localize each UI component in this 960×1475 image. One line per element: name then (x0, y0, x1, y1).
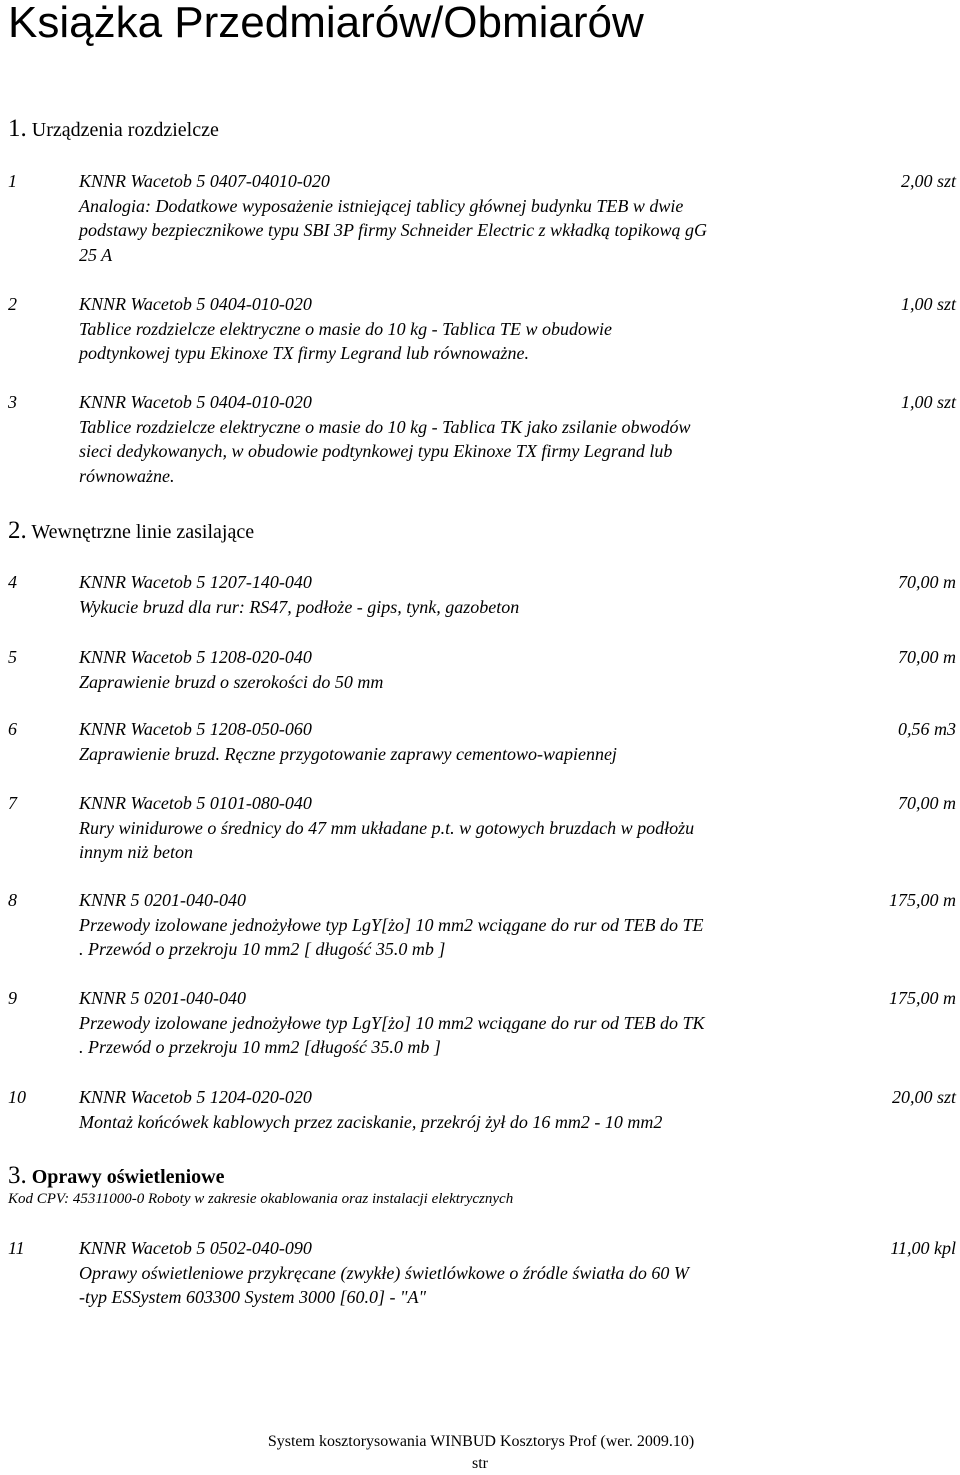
item-number: 1 (8, 171, 17, 191)
item-code: KNNR Wacetob 5 1207-140-040 (79, 572, 312, 592)
item-code: KNNR 5 0201-040-040 (79, 988, 247, 1008)
item-description (79, 317, 612, 366)
description-line: Rury winidurowe o średnicy do 47 mm układane p.t. w gotowych bruzdach w podłożu (79, 817, 695, 838)
section-number: 2. (8, 517, 27, 544)
section-title: Wewnętrzne linie zasilające (31, 521, 255, 543)
description-line: równoważne. (79, 465, 175, 486)
item-description (79, 595, 519, 620)
item-code: KNNR Wacetob 5 0502-040-090 (79, 1238, 312, 1258)
description-line: 25 A (79, 244, 113, 265)
item-quantity: 175,00 m (889, 988, 956, 1008)
description-line: -typ ESSystem 603300 System 3000 [60.0] - "A" (79, 1287, 427, 1307)
item-number: 2 (8, 294, 17, 314)
item-code: KNNR Wacetob 5 1208-020-040 (79, 647, 312, 667)
description-line: Zaprawienie bruzd. Ręczne przygotowanie zaprawy cementowo-wapiennej (79, 743, 617, 764)
section-heading (8, 115, 219, 143)
item-quantity: 1,00 szt (900, 392, 956, 412)
item-description (79, 1110, 662, 1135)
item-description (79, 742, 617, 767)
item-description (79, 194, 707, 268)
item-number: 5 (8, 647, 17, 667)
item-quantity: 20,00 szt (891, 1087, 956, 1107)
item-number: 3 (8, 392, 17, 412)
item-code: KNNR Wacetob 5 0101-080-040 (79, 793, 312, 813)
item-description (79, 1011, 705, 1060)
description-line: innym niż beton (79, 842, 193, 862)
description-line: Przewody izolowane jednożyłowe typ LgY[żo] 10 mm2 wciągane do rur od TEB do TE (79, 914, 704, 935)
item-code: KNNR Wacetob 5 0407-04010-020 (79, 171, 330, 191)
description-line: Tablice rozdzielcze elektryczne o masie do 10 kg - Tablica TK jako zsilanie obwodów (79, 416, 691, 437)
description-line: sieci dedykowanych, w obudowie podtynkowej typu Ekinoxe TX firmy Legrand lub (79, 441, 673, 461)
item-code: KNNR Wacetob 5 0404-010-020 (79, 294, 312, 314)
item-quantity: 70,00 m (898, 572, 956, 592)
description-line: podtynkowej typu Ekinoxe TX firmy Legrand lub równoważne. (79, 343, 529, 363)
description-line: . Przewód o przekroju 10 mm2 [długość 35.0 mb ] (79, 1037, 441, 1057)
page-footer (0, 1431, 960, 1475)
description-line: podstawy bezpiecznikowe typu SBI 3P firmy Schneider Electric z wkładką topikową gG (79, 220, 708, 240)
section-heading (8, 1162, 225, 1190)
item-description (79, 913, 704, 962)
section-number: 3. (8, 1162, 27, 1189)
item-number: 10 (8, 1087, 26, 1107)
description-line: Przewody izolowane jednożyłowe typ LgY[żo] 10 mm2 wciągane do rur od TEB do TK (79, 1012, 705, 1033)
section-title: Urządzenia rozdzielcze (31, 119, 219, 141)
item-quantity: 175,00 m (889, 890, 956, 910)
description-line: Montaż końcówek kablowych przez zaciskanie, przekrój żył do 16 mm2 - 10 mm2 (79, 1111, 663, 1132)
item-code: KNNR Wacetob 5 1204-020-020 (79, 1087, 312, 1107)
item-description (79, 415, 690, 489)
item-quantity: 11,00 kpl (890, 1238, 956, 1258)
item-quantity: 2,00 szt (900, 171, 956, 191)
item-number: 9 (8, 988, 17, 1008)
item-code: KNNR 5 0201-040-040 (79, 890, 247, 910)
item-number: 11 (8, 1238, 25, 1258)
item-code: KNNR Wacetob 5 1208-050-060 (79, 719, 312, 739)
item-number: 7 (8, 793, 17, 813)
item-description (79, 1261, 689, 1310)
description-line: Tablice rozdzielcze elektryczne o masie do 10 kg - Tablica TE w obudowie (79, 318, 612, 339)
page-number: str (472, 1455, 488, 1472)
item-quantity: 1,00 szt (900, 294, 956, 314)
item-number: 8 (8, 890, 17, 910)
item-quantity: 0,56 m3 (898, 719, 956, 739)
item-quantity: 70,00 m (898, 647, 956, 667)
description-line: Oprawy oświetleniowe przykręcane (zwykłe) świetlówkowe o źródle światła do 60 W (79, 1262, 689, 1283)
item-quantity: 70,00 m (898, 793, 956, 813)
description-line: Wykucie bruzd dla rur: RS47, podłoże - gips, tynk, gazobeton (79, 596, 520, 617)
section-heading (8, 517, 254, 545)
description-line: Analogia: Dodatkowe wyposażenie istniejącej tablicy głównej budynku TEB w dwie (79, 195, 684, 216)
description-line: Zaprawienie bruzd o szerokości do 50 mm (79, 671, 384, 692)
item-number: 6 (8, 719, 17, 739)
document-title: Książka Przedmiarów/Obmiarów (8, 0, 644, 47)
section-title: Oprawy oświetleniowe (31, 1166, 225, 1188)
item-code: KNNR Wacetob 5 0404-010-020 (79, 392, 312, 412)
footer-system: System kosztorysowania WINBUD Kosztorys Prof (wer. 2009.10) (267, 1433, 695, 1450)
cpv-code: Kod CPV: 45311000-0 Roboty w zakresie okablowania oraz instalacji elektrycznych (8, 1191, 514, 1207)
item-description (79, 816, 694, 865)
item-description (79, 670, 383, 695)
item-number: 4 (8, 572, 17, 592)
section-number: 1. (8, 115, 27, 142)
description-line: . Przewód o przekroju 10 mm2 [ długość 35.0 mb ] (79, 939, 446, 959)
